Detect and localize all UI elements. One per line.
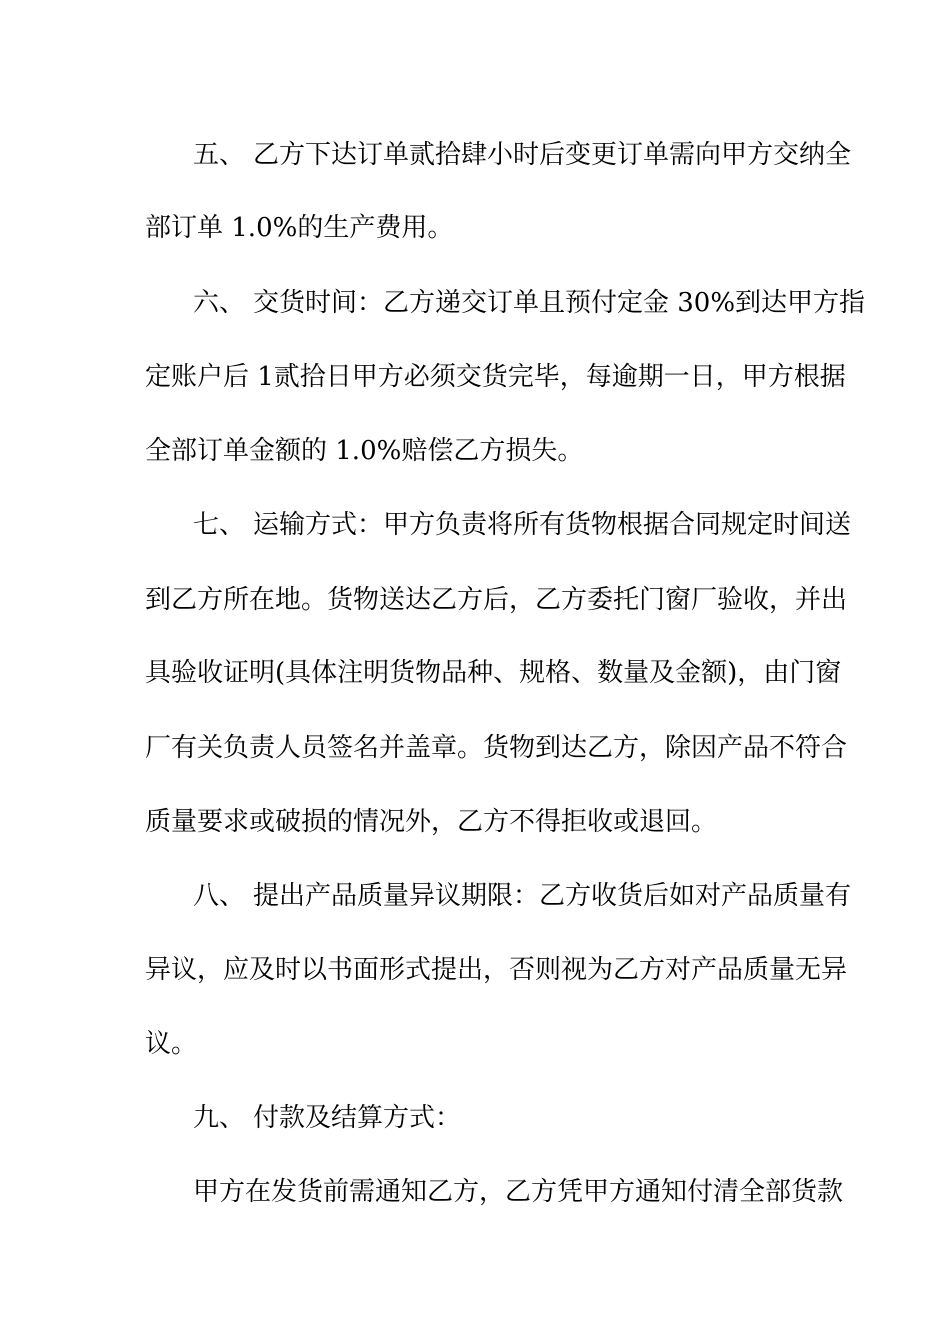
clause-6-line-1 xyxy=(193,283,893,323)
clause-number: 七、 xyxy=(193,510,246,540)
clause-text: 运输方式：甲方负责将所有货物根据合同规定时间送 xyxy=(253,510,852,540)
clause-8-line-3 xyxy=(145,1024,845,1064)
clause-text: 付款及结算方式： xyxy=(253,1103,462,1133)
clause-7-line-1 xyxy=(193,505,893,545)
clause-text: 议。 xyxy=(145,1029,198,1059)
clause-9-line-1 xyxy=(193,1098,893,1138)
clause-text: 质量要求或破损的情况外，乙方不得拒收或退回。 xyxy=(145,807,718,837)
clause-text: 全部订单金额的 1.0%赔偿乙方损失。 xyxy=(145,436,584,466)
clause-8-line-1 xyxy=(193,876,893,916)
clause-text: 部订单 1.0%的生产费用。 xyxy=(145,213,454,243)
clause-9-line-2 xyxy=(193,1172,893,1212)
clause-number: 八、 xyxy=(193,881,246,911)
clause-5-line-1 xyxy=(193,135,893,175)
clause-8-line-2 xyxy=(145,950,848,990)
clause-number: 六、 xyxy=(193,288,246,318)
clause-6-line-2 xyxy=(145,357,845,397)
clause-7-line-4 xyxy=(145,728,848,768)
clause-text: 甲方在发货前需通知乙方，乙方凭甲方通知付清全部货款 xyxy=(193,1177,844,1207)
clause-text: 交货时间：乙方递交订单且预付定金 30%到达甲方指 xyxy=(253,288,866,318)
clause-6-line-3 xyxy=(145,431,845,471)
clause-text: 到乙方所在地。货物送达乙方后，乙方委托门窗厂验收，并出 xyxy=(145,585,848,615)
clause-text: 具验收证明(具体注明货物品种、规格、数量及金额)，由门窗 xyxy=(145,658,842,688)
clause-7-line-3 xyxy=(145,653,845,693)
clause-text: 厂有关负责人员签名并盖章。货物到达乙方，除因产品不符合 xyxy=(145,733,848,763)
clause-text: 异议，应及时以书面形式提出，否则视为乙方对产品质量无异 xyxy=(145,955,848,985)
clause-7-line-5 xyxy=(145,802,845,842)
clause-number: 九、 xyxy=(193,1103,246,1133)
clause-7-line-2 xyxy=(145,580,848,620)
clause-text: 提出产品质量异议期限：乙方收货后如对产品质量有 xyxy=(253,881,852,911)
clause-5-line-2 xyxy=(145,208,845,248)
clause-text: 定账户后 1贰拾日甲方必须交货完毕，每逾期一日，甲方根据 xyxy=(145,362,846,392)
clause-text: 乙方下达订单贰拾肆小时后变更订单需向甲方交纳全 xyxy=(253,140,852,170)
clause-number: 五、 xyxy=(193,140,246,170)
